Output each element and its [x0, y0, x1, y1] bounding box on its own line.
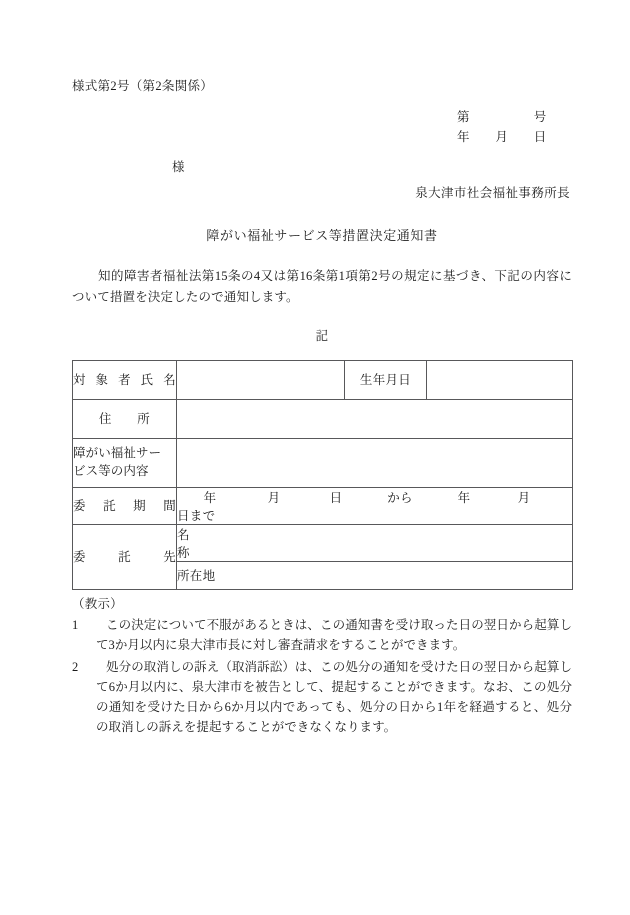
address-label: 住 所 [73, 399, 177, 438]
list-item [72, 615, 572, 656]
service-label [73, 438, 177, 487]
term-value[interactable] [177, 487, 573, 524]
document-body [72, 78, 572, 738]
decision-details-table [72, 360, 573, 590]
document-date: 年 月 日 [457, 130, 547, 145]
ki-marker: 記 [315, 328, 329, 343]
note-text: この決定について不服があるときは、この通知書を受け取った日の翌日から起算して3か月以内に泉大津市長に対し審査請求をすることができます。 [96, 618, 572, 653]
birthdate-label: 生年月日 [345, 360, 427, 399]
table-row-term [73, 487, 573, 524]
instructions-heading: （教示） [72, 596, 123, 611]
term-day1: 日 [329, 490, 343, 505]
list-item [72, 657, 572, 738]
name-value[interactable] [177, 360, 345, 399]
contractor-name-cell[interactable] [177, 524, 573, 561]
contractor-label: 委 託 先 [73, 524, 177, 589]
service-label-line2: ビス等の内容 [73, 463, 149, 478]
term-from: から [387, 490, 413, 505]
table-row-name [73, 360, 573, 399]
note-text: 処分の取消しの訴え（取消訴訟）は、この処分の通知を受けた日の翌日から起算して6か月以内に、泉大津市を被告として、提起することができます。なお、この処分の通知を受けた日から6か月以内であっても、処分の日から1年を経過すると、処分の取消しの訴えを提起することができなくなります。 [96, 659, 572, 735]
term-month1: 月 [267, 490, 281, 505]
table-row-service [73, 438, 573, 487]
note-number: 1 [72, 618, 79, 632]
birthdate-value[interactable] [427, 360, 573, 399]
contractor-name-label: 名 称 [177, 527, 203, 560]
term-month2: 月 [517, 490, 531, 505]
instructions-section [72, 594, 572, 738]
address-value[interactable] [177, 399, 573, 438]
page-title: 障がい福祉サービス等措置決定通知書 [206, 227, 438, 243]
body-paragraph: 知的障害者福祉法第15条の4又は第16条第1項第2号の規定に基づき、下記の内容について措置を決定したので通知します。 [72, 268, 572, 305]
form-number: 様式第2号（第2条関係） [72, 79, 214, 93]
term-year1: 年 [203, 490, 217, 505]
document-number: 第 号 [457, 109, 547, 124]
term-year2: 年 [457, 490, 471, 505]
contractor-location-cell[interactable] [177, 561, 573, 589]
table-row-address [73, 399, 573, 438]
contractor-location-label: 所在地 [177, 569, 216, 584]
document-number-block [72, 107, 572, 148]
service-value[interactable] [177, 438, 573, 487]
issuer-name: 泉大津市社会福祉事務所長 [415, 185, 570, 200]
table-row-contractor-name [73, 524, 573, 561]
name-label: 対 象 者 氏 名 [73, 360, 177, 399]
note-number: 2 [72, 659, 79, 674]
term-day2: 日まで [177, 508, 216, 523]
term-label: 委 託 期 間 [73, 487, 177, 524]
addressee-line: 様 [172, 159, 185, 174]
service-label-line1: 障がい福祉サー [73, 446, 162, 460]
